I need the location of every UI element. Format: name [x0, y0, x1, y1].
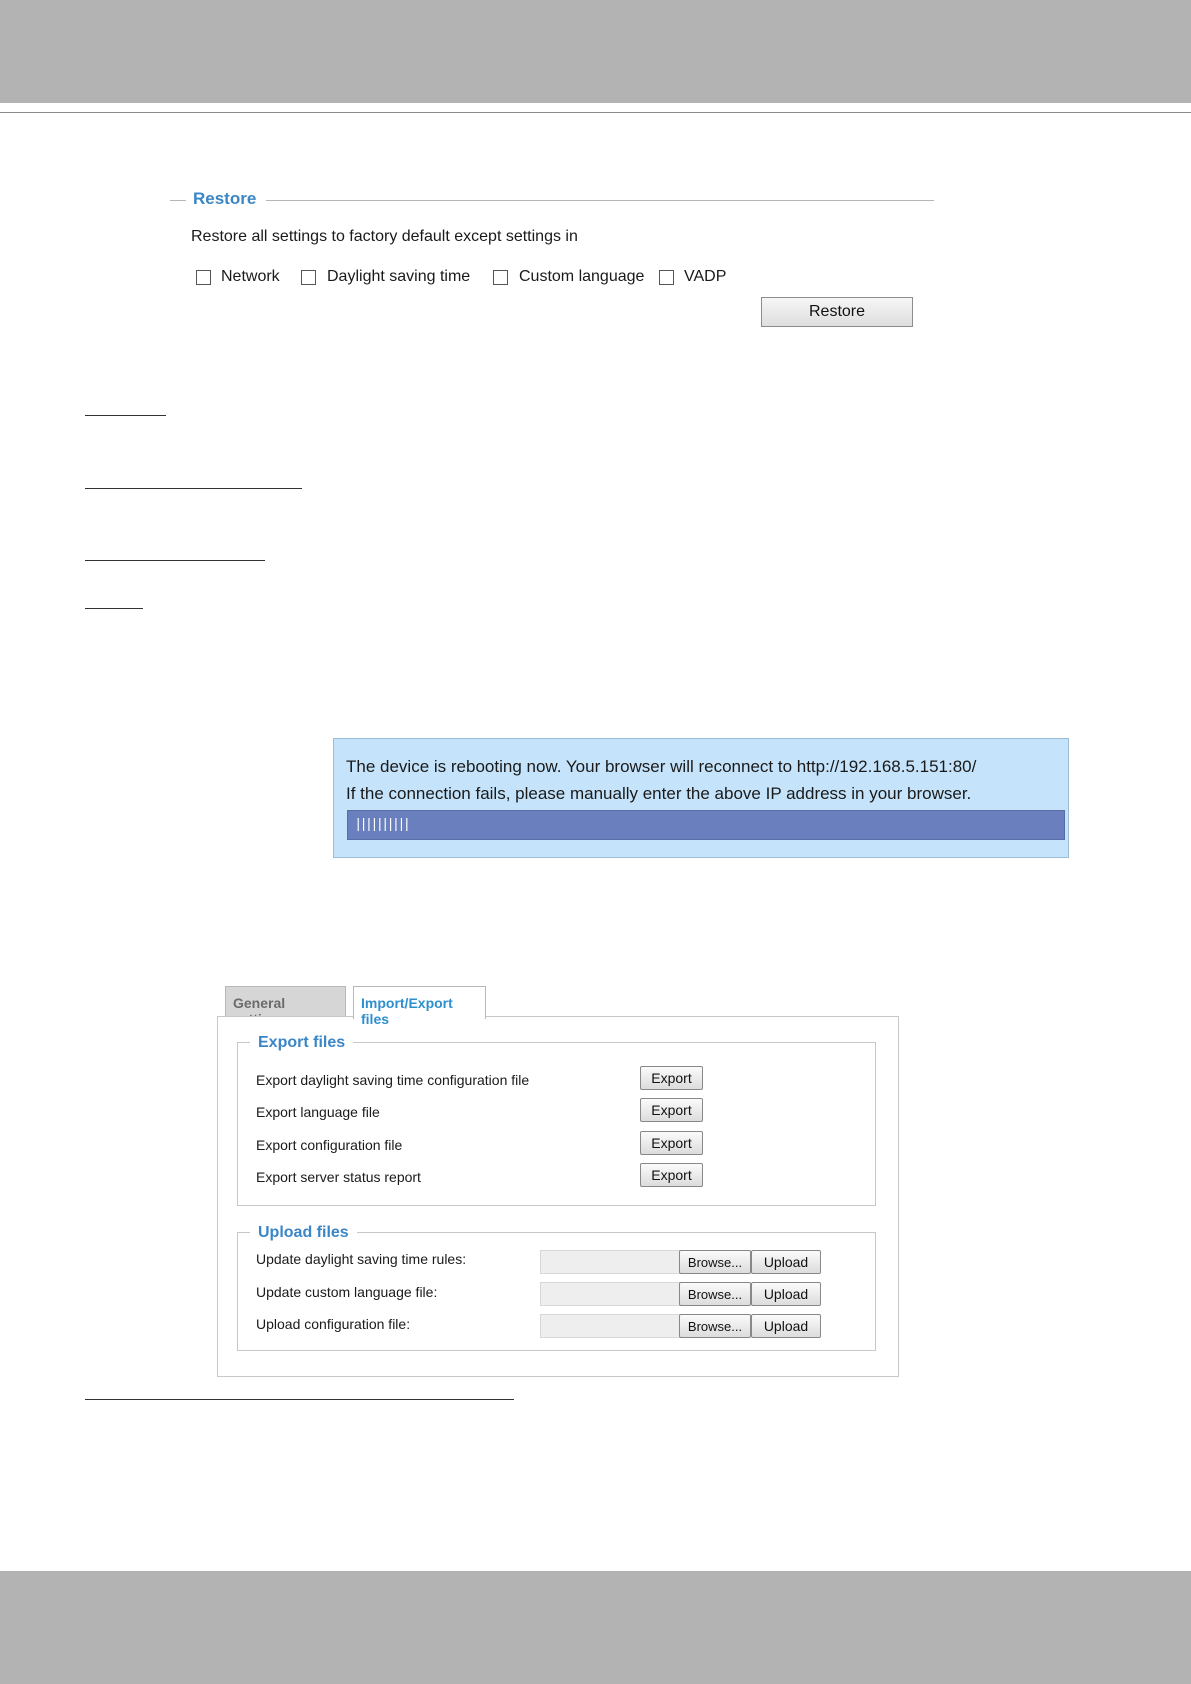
checkbox-custom-language-label: Custom language [519, 268, 645, 285]
language-file-input[interactable] [540, 1282, 680, 1306]
upload-files-legend: Upload files [250, 1224, 357, 1242]
restore-legend-line-right [266, 200, 934, 201]
export-files-legend: Export files [250, 1034, 353, 1052]
upload-row-label-configuration: Upload configuration file: [256, 1316, 411, 1332]
daylight-file-input[interactable] [540, 1250, 680, 1274]
daylight-browse-button[interactable]: Browse... [679, 1250, 751, 1274]
checkbox-vadp-label: VADP [684, 268, 727, 285]
header-band [0, 0, 1191, 103]
reboot-progress-bar [347, 810, 1065, 840]
restore-section-title: Restore [193, 189, 257, 208]
upload-row-label-daylight: Update daylight saving time rules: [256, 1251, 467, 1267]
underline-rule-3 [85, 560, 265, 561]
configuration-file-input[interactable] [540, 1314, 680, 1338]
export-row-label-status-report: Export server status report [256, 1169, 421, 1185]
checkbox-daylight-saving-time[interactable] [301, 270, 316, 285]
restore-description: Restore all settings to factory default except settings in [191, 228, 578, 245]
export-row-label-language: Export language file [256, 1104, 380, 1120]
reboot-progress-ticks: |||||||||| [354, 817, 409, 833]
reboot-message-line-1: The device is rebooting now. Your browser will reconnect to http://192.168.5.151:80/ [346, 757, 977, 776]
daylight-upload-button[interactable]: Upload [751, 1250, 821, 1274]
reboot-message-line-2: If the connection fails, please manually enter the above IP address in your browser. [346, 784, 972, 803]
export-row-label-daylight: Export daylight saving time configuration file [256, 1072, 530, 1088]
configuration-upload-button[interactable]: Upload [751, 1314, 821, 1338]
export-configuration-button[interactable]: Export [640, 1131, 703, 1155]
checkbox-network-label: Network [221, 268, 280, 285]
tab-general-settings[interactable]: General [225, 986, 346, 1017]
checkbox-vadp[interactable] [659, 270, 674, 285]
export-status-report-button[interactable]: Export [640, 1163, 703, 1187]
underline-rule-1 [85, 415, 166, 416]
tab-import-export-files[interactable]: Import/Export files [353, 986, 486, 1019]
checkbox-daylight-saving-time-label: Daylight saving time [327, 268, 471, 285]
footnote-rule [85, 1399, 514, 1400]
export-daylight-button[interactable]: Export [640, 1066, 703, 1090]
underline-rule-2 [85, 488, 302, 489]
restore-legend-line-left [170, 200, 186, 201]
underline-rule-4 [85, 608, 143, 609]
checkbox-network[interactable] [196, 270, 211, 285]
header-rule [0, 112, 1191, 113]
footer-band [0, 1571, 1191, 1684]
restore-button[interactable]: Restore [761, 297, 913, 327]
language-upload-button[interactable]: Upload [751, 1282, 821, 1306]
checkbox-custom-language[interactable] [493, 270, 508, 285]
export-row-label-configuration: Export configuration file [256, 1137, 403, 1153]
configuration-browse-button[interactable]: Browse... [679, 1314, 751, 1338]
upload-row-label-language: Update custom language file: [256, 1284, 438, 1300]
language-browse-button[interactable]: Browse... [679, 1282, 751, 1306]
export-language-button[interactable]: Export [640, 1098, 703, 1122]
